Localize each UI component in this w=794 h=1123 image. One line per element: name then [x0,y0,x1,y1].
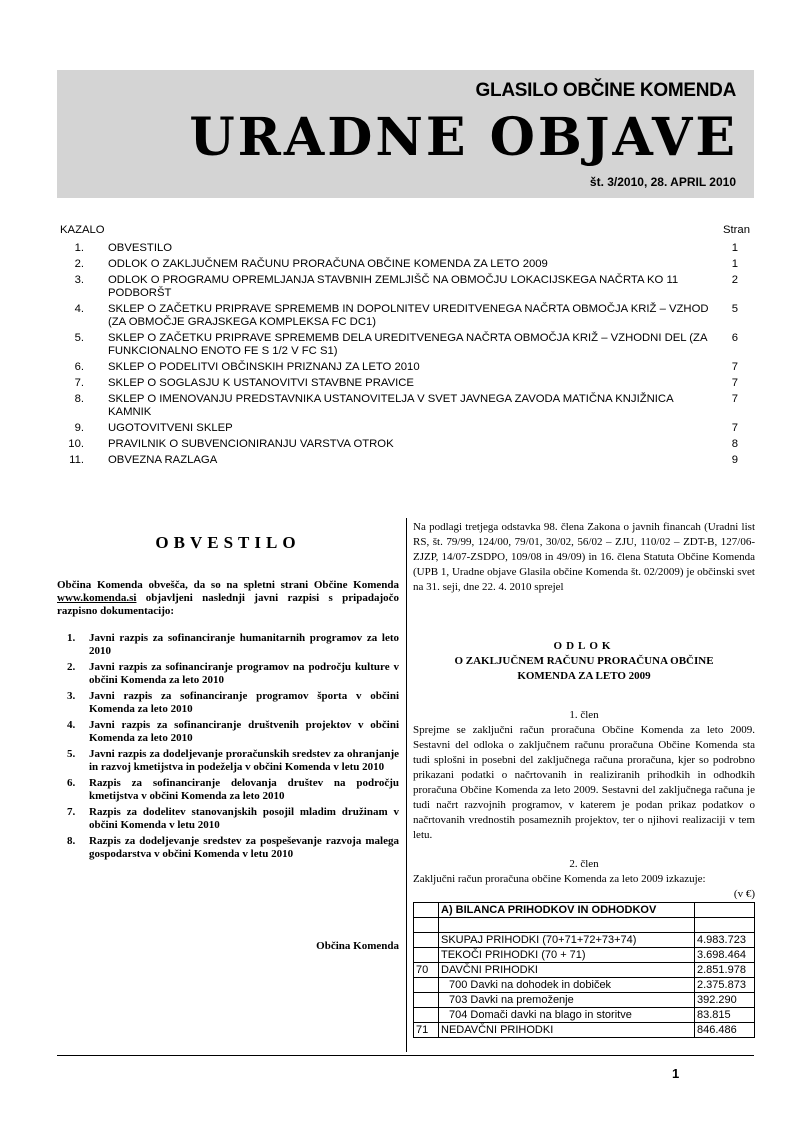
notice-signature: Občina Komenda [316,940,399,952]
toc-item[interactable] [60,361,752,374]
odlok-heading [413,639,755,684]
toc-item-number: 1. [74,242,84,254]
table-row [414,948,755,963]
row-code [414,933,439,948]
odlok-preamble: Na podlagi tretjega odstavka 98. člena Zakona o javnih financah (Uradni list RS, št. 79/99, 124/00, 79/01, 30/02, 56/02 – ZJU, 110/02 – ZDT-B, 127/06-ZJZP, 14/07-ZSDPO, 109/08 in 49/09) in 16. člena Statuta Občine Komenda (UPB 1, Uradne objave Glasila občine Komenda št. 02/2009) je občinski svet na 31. seji, dne 22. 4. 2010 sprejel [413,521,755,593]
row-code [414,1008,439,1023]
odlok-column [413,520,755,1038]
call-text: Javni razpis za dodeljevanje proračunskih sredstev za ohranjanje in razvoj kmetijstva in podeželja v občini Komenda v letu 2010 [89,748,399,773]
table-row [414,1008,755,1023]
toc-item-page: 7 [731,422,738,434]
row-value [695,918,755,933]
toc-item-title: UGOTOVITVENI SKLEP [108,422,233,434]
toc-item[interactable] [60,274,752,300]
toc-item-number: 2. [74,258,84,270]
call-number: 8. [67,835,76,847]
toc-item-page: 7 [731,361,738,373]
row-value: 83.815 [695,1008,755,1023]
call-text: Razpis za dodeljevanje sredstev za pospeševanje razvoja malega gospodarstva v občini Komenda v letu 2010 [89,835,399,860]
odlok-title: ODLOK [553,640,615,652]
toc-page-heading: Stran [722,224,750,236]
toc-item-page: 7 [731,393,738,405]
row-value: 846.486 [695,1023,755,1038]
call-text: Javni razpis za sofinanciranje programov športa v občini Komenda za leto 2010 [89,690,399,715]
row-label: A) BILANCA PRIHODKOV IN ODHODKOV [439,903,695,918]
toc-item[interactable] [60,438,752,451]
row-value: 2.375.873 [695,978,755,993]
toc-item[interactable] [60,303,752,329]
row-label: 704 Domači davki na blago in storitve [439,1008,695,1023]
row-label [439,918,695,933]
calls-list [57,632,399,861]
row-code [414,978,439,993]
toc-list [60,242,752,467]
call-item [57,632,399,658]
notice-intro-text: Občina Komenda obvešča, da so na spletni strani Občine Komenda [57,579,399,591]
call-number: 7. [67,806,76,818]
toc-item-number: 6. [74,361,84,373]
toc-item-page: 1 [731,258,738,270]
row-code: 71 [414,1023,439,1038]
row-code [414,903,439,918]
row-value: 4.983.723 [695,933,755,948]
call-item [57,835,399,861]
table-row [414,933,755,948]
toc-item-page: 8 [731,438,738,450]
call-number: 3. [67,690,76,702]
toc-item[interactable] [60,454,752,467]
toc-item-page: 5 [731,303,738,315]
toc-item-page: 2 [731,274,738,286]
row-value: 2.851.978 [695,963,755,978]
call-number: 5. [67,748,76,760]
row-code [414,918,439,933]
notice-intro-text-end: objavljeni naslednji javni razpisi s pripadajočo razpisno dokumentacijo: [57,592,399,617]
toc-item-title: SKLEP O ZAČETKU PRIPRAVE SPREMEMB DELA UREDITVENEGA NAČRTA OBMOČJA KRIŽ – VZHODNI DEL (ZA FUNKCIONALNO ENOTO FE S 1/2 V FC S1) [108,332,707,357]
call-number: 4. [67,719,76,731]
row-label: TEKOČI PRIHODKI (70 + 71) [439,948,695,963]
call-number: 6. [67,777,76,789]
table-row [414,903,755,918]
row-label: DAVČNI PRIHODKI [439,963,695,978]
toc-item-title: SKLEP O PODELITVI OBČINSKIH PRIZNANJ ZA LETO 2010 [108,361,420,373]
row-value: 392.290 [695,993,755,1008]
table-row [414,993,755,1008]
call-text: Javni razpis za sofinanciranje programov na področju kulture v občini Komenda za leto 2010 [89,661,399,686]
footer-rule [57,1055,754,1056]
article-2-text: Zaključni račun proračuna občine Komenda za leto 2009 izkazuje: [413,873,706,885]
toc-item-title: SKLEP O IMENOVANJU PREDSTAVNIKA USTANOVITELJA V SVET JAVNEGA ZAVODA MATIČNA KNJIŽNICA KAMNIK [108,393,673,418]
toc-item-number: 11. [69,454,84,466]
toc-item[interactable] [60,377,752,390]
row-code [414,948,439,963]
toc-header [60,224,752,240]
toc-item[interactable] [60,332,752,358]
call-text: Javni razpis za sofinanciranje humanitarnih programov za leto 2010 [89,632,399,657]
toc-item-number: 7. [74,377,84,389]
toc-item-number: 10. [68,438,84,450]
notice-title: OBVESTILO [155,533,301,552]
publication-title: URADNE OBJAVE [189,107,738,168]
call-item [57,806,399,832]
table-of-contents [60,224,752,470]
row-value [695,903,755,918]
table-row [414,978,755,993]
table-row [414,963,755,978]
toc-item-number: 9. [74,422,84,434]
table-row [414,1023,755,1038]
toc-item-page: 6 [731,332,738,344]
row-value: 3.698.464 [695,948,755,963]
toc-heading: KAZALO [60,224,105,236]
call-text: Razpis za sofinanciranje delovanja društev na področju kmetijstva v občini Komenda za leto 2010 [89,777,399,802]
call-item [57,661,399,687]
column-divider [406,518,407,1052]
call-text: Razpis za dodelitev stanovanjskih posojil mladim družinam v občini Komenda v letu 2010 [89,806,399,831]
notice-intro [57,579,399,618]
article-1-heading: 1. člen [569,709,599,721]
toc-item[interactable] [60,422,752,435]
toc-item-page: 7 [731,377,738,389]
toc-item[interactable] [60,258,752,271]
toc-item-title: ODLOK O ZAKLJUČNEM RAČUNU PRORAČUNA OBČINE KOMENDA ZA LETO 2009 [108,258,548,270]
toc-item-number: 5. [74,332,84,344]
call-text: Javni razpis za sofinanciranje društvenih projektov v občini Komenda za leto 2010 [89,719,399,744]
toc-item-title: PRAVILNIK O SUBVENCIONIRANJU VARSTVA OTROK [108,438,394,450]
toc-item-title: SKLEP O ZAČETKU PRIPRAVE SPREMEMB IN DOPOLNITEV UREDITVENEGA NAČRTA OBMOČJA KRIŽ – VZHOD (ZA OBMOČJE GRAJSKEGA KOMPLEKSA FC DC1) [108,303,709,328]
toc-item-title: OBVEZNA RAZLAGA [108,454,218,466]
row-code [414,993,439,1008]
odlok-subtitle-2: KOMENDA ZA LETO 2009 [517,670,651,682]
toc-item-number: 8. [74,393,84,405]
currency-unit: (v €) [733,888,755,900]
toc-item[interactable] [60,242,752,255]
call-item [57,748,399,774]
issue-info: št. 3/2010, 28. APRIL 2010 [589,175,736,189]
row-code: 70 [414,963,439,978]
toc-item-page: 9 [731,454,738,466]
call-item [57,690,399,716]
masthead-banner [57,70,754,198]
odlok-subtitle-1: O ZAKLJUČNEM RAČUNU PRORAČUNA OBČINE [454,655,714,667]
article-1-text: Sprejme se zaključni račun proračuna Občine Komenda za leto 2009. Sestavni del odloka o zaključnem računu proračuna Občine Komenda sta tudi splošni in posebni del zaključnega računa proračuna, kjer so podrobno prikazani podatki o načrtovanih in realiziranih prihodkih in odhodkih proračuna Občine Komenda za leto 2009. Sestavni del zaključnega računa je tudi načrt razvojnih programov, v katerem je podan prikaz podatkov o načrtovanih vrednostih posameznih projektov, ter o njihovi realizaciji v tem letu. [413,724,755,841]
toc-item-number: 3. [74,274,84,286]
toc-item-number: 4. [74,303,84,315]
row-label: 700 Davki na dohodek in dobiček [439,978,695,993]
call-item [57,777,399,803]
publisher-name: GLASILO OBČINE KOMENDA [475,80,736,101]
row-label: 703 Davki na premoženje [439,993,695,1008]
website-link[interactable]: www.komenda.si [57,592,137,604]
call-number: 2. [67,661,76,673]
row-label: NEDAVČNI PRIHODKI [439,1023,695,1038]
table-row [414,918,755,933]
toc-item-title: OBVESTILO [108,242,173,254]
toc-item-page: 1 [731,242,738,254]
article-2-heading: 2. člen [569,858,599,870]
call-number: 1. [67,632,76,644]
notice-column [57,520,399,952]
balance-table [413,902,755,1038]
call-item [57,719,399,745]
toc-item-title: ODLOK O PROGRAMU OPREMLJANJA STAVBNIH ZEMLJIŠČ NA OBMOČJU LOKACIJSKEGA NAČRTA KO 11 PODBORŠT [108,274,679,299]
toc-item-title: SKLEP O SOGLASJU K USTANOVITVI STAVBNE PRAVICE [108,377,414,389]
toc-item[interactable] [60,393,752,419]
page-number: 1 [672,1066,680,1081]
row-label: SKUPAJ PRIHODKI (70+71+72+73+74) [439,933,695,948]
